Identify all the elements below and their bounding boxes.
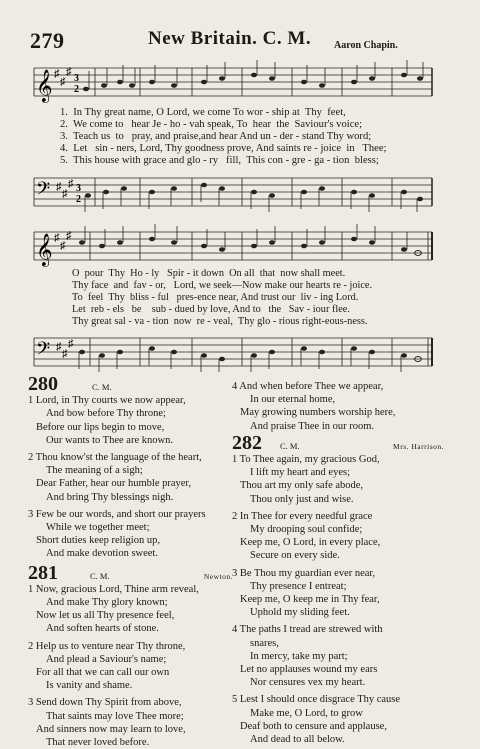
hymn-line: Thou art my only safe abode, <box>240 480 364 492</box>
hymn-line: For all that we can call our own <box>36 667 170 679</box>
hymn-281-stanza-1 <box>28 583 233 636</box>
hymn-line: 2 Thou know'st the language of the heart, <box>28 452 202 464</box>
verse-line: 1. In Thy great name, O Lord, we come To wor - ship at Thy feet, <box>60 107 346 118</box>
svg-text:♯: ♯ <box>60 240 66 252</box>
svg-text:♯: ♯ <box>62 348 68 360</box>
hymn-line: Is vanity and shame. <box>46 680 133 692</box>
verse-line: Let reb - els be sub - dued by love, And to the Sav - iour flee. <box>72 304 350 315</box>
hymn-meter: C. M. <box>90 570 110 581</box>
hymn-line: 3 Be Thou my guardian ever near, <box>232 567 376 579</box>
hymn-281-stanza-3 <box>28 696 233 749</box>
hymn-280-stanza-2 <box>28 451 233 504</box>
hymn-line: That never loved before. <box>46 737 150 749</box>
hymn-line: Uphold my sliding feet. <box>250 607 350 619</box>
svg-text:3: 3 <box>76 183 81 194</box>
hymn-line: Let no applauses wound my ears <box>240 664 378 676</box>
treble-clef-icon: 𝄞 <box>36 233 53 266</box>
hymn-281-stanza-4 <box>232 380 444 433</box>
hymn-line: Now let us all Thy presence feel, <box>36 610 175 622</box>
svg-text:♯: ♯ <box>56 181 62 193</box>
hymn-line: 5 Lest I should once disgrace Thy cause <box>232 694 401 706</box>
hymn-header-282 <box>232 431 444 454</box>
verse-line: Thy great sal - va - tion now re - veal, Thy glo - rious right-eous-ness. <box>72 316 368 327</box>
hymn-line: My drooping soul confide; <box>250 524 363 536</box>
hymn-line: I lift my heart and eyes; <box>250 467 351 479</box>
hymn-line: That saints may love Thee more; <box>46 710 184 722</box>
treble-staff-2 <box>0 222 480 268</box>
hymn-header-281 <box>28 561 233 584</box>
hymn-line: And soften hearts of stone. <box>46 623 159 635</box>
hymn-line: In our eternal home, <box>250 394 336 406</box>
hymn-header-280 <box>28 373 233 395</box>
hymn-line: And make devotion sweet. <box>46 548 158 560</box>
hymn-meter: C. M. <box>280 440 300 451</box>
hymn-line: Deaf both to censure and applause, <box>240 720 387 732</box>
hymn-line: Before our lips begin to move, <box>36 421 165 433</box>
hymn-meter: C. M. <box>92 382 112 392</box>
hymn-author: Newton. <box>203 571 233 581</box>
hymn-line: snares, <box>250 637 279 649</box>
hymn-line: Make me, O Lord, to grow <box>250 707 363 719</box>
bass-clef-icon: 𝄢 <box>36 339 51 364</box>
hymn-line: And bring Thy blessings nigh. <box>46 491 174 503</box>
hymn-282-stanza-4 <box>232 623 444 689</box>
hymn-line: 4 And when before Thee we appear, <box>232 381 384 392</box>
svg-text:3: 3 <box>74 73 79 84</box>
svg-text:♯: ♯ <box>60 76 66 88</box>
hymn-line: Dear Father, hear our humble prayer, <box>36 478 192 490</box>
hymn-line: Nor censures vex my heart. <box>250 677 366 689</box>
page-number: 279 <box>30 28 65 53</box>
verse-line: O pour Thy Ho - ly Spir - it down On all that now shall meet. <box>72 268 346 279</box>
hymn-line: Thou only just and wise. <box>250 493 354 505</box>
svg-text:♯: ♯ <box>54 232 60 244</box>
hymn-282-stanza-3 <box>232 567 444 620</box>
hymn-line: And praise Thee in our room. <box>250 420 375 432</box>
bass-staff-2 <box>0 328 480 374</box>
hymn-line: And sinners now may learn to love, <box>36 723 186 735</box>
hymn-280-stanza-1 <box>28 394 233 447</box>
hymn-line: Secure on every side. <box>250 550 340 562</box>
hymn-line: Keep me, O keep me in Thy fear, <box>240 594 380 606</box>
bass-clef-icon: 𝄢 <box>36 179 51 204</box>
verse-line: 5. This house with grace and glo - ry fill, This con - gre - ga - tion bless; <box>60 155 379 166</box>
right-column <box>232 380 444 746</box>
svg-text:♯: ♯ <box>54 68 60 80</box>
treble-staff-1 <box>0 58 480 108</box>
hymn-line: 1 Lord, in Thy courts we now appear, <box>28 395 186 407</box>
hymn-281-stanza-2 <box>28 640 233 693</box>
hymn-line: Keep me, O Lord, in every place, <box>240 537 381 549</box>
hymn-282-stanza-5 <box>232 693 444 746</box>
hymn-number: 282 <box>232 431 262 454</box>
hymn-line: 3 Send down Thy Spirit from above, <box>28 697 182 709</box>
hymn-line: Short duties keep religion up, <box>36 535 160 547</box>
hymn-line: While we together meet; <box>46 522 150 534</box>
svg-text:♯: ♯ <box>62 188 68 200</box>
hymn-line: In mercy, take my part; <box>250 650 348 662</box>
bass-staff-1 <box>0 168 480 214</box>
hymn-282-stanza-2 <box>232 510 444 563</box>
hymn-number: 281 <box>28 561 58 584</box>
svg-text:♯: ♯ <box>66 230 72 242</box>
hymn-line: May growing numbers worship here, <box>240 407 396 419</box>
left-column <box>28 373 233 749</box>
verse-line: 3. Teach us to pray, and praise,and hear And un - der - stand Thy word; <box>60 131 372 142</box>
tune-title: New Britain. C. M. <box>148 28 312 49</box>
composer-credit: Aaron Chapin. <box>334 40 398 51</box>
hymn-number: 280 <box>28 373 58 395</box>
hymn-line: 4 The paths I tread are strewed with <box>232 624 383 636</box>
hymn-line: And make Thy glory known; <box>46 597 168 609</box>
hymn-line: 2 In Thee for every needful grace <box>232 510 373 522</box>
verse-line: Thy face and fav - or, Lord, we seek—Now make our hearts re - joice. <box>72 280 373 291</box>
hymn-line: Thy presence I entreat; <box>250 580 347 592</box>
hymn-line: And dead to all below. <box>250 734 345 746</box>
svg-text:2: 2 <box>76 194 81 205</box>
svg-text:2: 2 <box>74 84 79 95</box>
hymn-280-stanza-3 <box>28 508 233 561</box>
svg-text:♯: ♯ <box>56 341 62 353</box>
hymn-author: Mrs. Harrison. <box>393 441 444 451</box>
hymn-line: 2 Help us to venture near Thy throne, <box>28 640 186 652</box>
hymn-line: 1 To Thee again, my gracious God, <box>232 454 380 466</box>
svg-text:♯: ♯ <box>68 338 74 350</box>
hymn-line: 1 Now, gracious Lord, Thine arm reveal, <box>28 583 199 595</box>
verse-line: To feel Thy bliss - ful pres-ence near, And trust our liv - ing Lord. <box>72 292 359 303</box>
hymn-line: And bow before Thy throne; <box>46 408 166 420</box>
svg-text:♯: ♯ <box>68 178 74 190</box>
treble-clef-icon: 𝄞 <box>36 69 53 102</box>
hymn-line: 3 Few be our words, and short our prayers <box>28 508 206 520</box>
verse-line: 2. We come to hear Je - ho - vah speak, To hear the Saviour's voice; <box>60 119 363 130</box>
hymn-line: Our wants to Thee are known. <box>46 434 173 446</box>
verse-line: 4. Let sin - ners, Lord, Thy goodness prove, And saints re - joice in Thee; <box>60 143 387 154</box>
svg-text:♯: ♯ <box>66 66 72 78</box>
hymn-282-stanza-1 <box>232 453 444 506</box>
hymn-line: And plead a Saviour's name; <box>46 653 167 665</box>
hymn-line: The meaning of a sigh; <box>46 465 143 477</box>
